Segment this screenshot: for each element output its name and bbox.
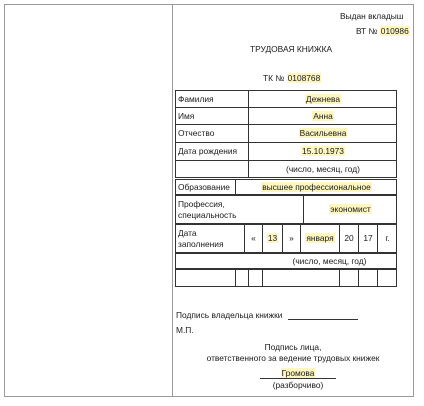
- patronymic-label: Отчество: [178, 128, 215, 138]
- birth-date-value: 15.10.1973: [302, 146, 344, 156]
- fill-date-hint: (число, месяц, год): [292, 256, 367, 266]
- birth-date-hint: (число, месяц, год): [286, 164, 360, 174]
- surname-value: Дежнева: [305, 94, 341, 104]
- fill-date-century: 20: [344, 233, 354, 243]
- page-divider: [172, 4, 173, 397]
- education-label: Образование: [178, 182, 230, 192]
- surname-label: Фамилия: [178, 94, 214, 104]
- fill-date-label-1: Дата: [178, 228, 197, 238]
- profession-value: экономист: [330, 204, 371, 214]
- responsible-label-1: Подпись лица,: [264, 342, 322, 352]
- decipher-hint: (разборчиво): [272, 380, 324, 390]
- book-number-value: 0108768: [287, 73, 321, 83]
- responsible-name-line: [260, 378, 336, 379]
- responsible-name: Громова: [281, 368, 315, 378]
- fill-date-day: 13: [267, 233, 278, 243]
- profession-label-1: Профессия,: [178, 199, 225, 209]
- owner-signature-label: Подпись владельца книжки: [176, 310, 283, 320]
- fill-date-year-suffix: г.: [385, 233, 390, 243]
- fill-date-quote-close: »: [289, 233, 294, 243]
- insert-number-value: 010986: [380, 26, 409, 36]
- owner-signature-line: [288, 319, 358, 320]
- insert-series: ВТ №: [356, 26, 378, 36]
- insert-issued-title: Выдан вкладыш: [340, 11, 404, 21]
- education-value: высшее профессиональное: [262, 182, 371, 192]
- insert-number: [356, 26, 410, 36]
- stamp-label: М.П.: [176, 325, 194, 335]
- profession-label-2: специальность: [178, 210, 237, 220]
- book-title: ТРУДОВАЯ КНИЖКА: [250, 44, 333, 54]
- book-series: ТК №: [263, 73, 285, 83]
- fill-date-label-2: заполнения: [178, 239, 224, 249]
- name-value: Анна: [313, 111, 333, 121]
- blank-grid-row: [175, 269, 397, 287]
- birth-date-label: Дата рождения: [178, 146, 238, 156]
- patronymic-value: Васильевна: [299, 128, 347, 138]
- fill-date-year: 17: [363, 233, 373, 243]
- fill-date-quote-open: «: [251, 233, 256, 243]
- book-number: [263, 73, 321, 83]
- responsible-label-2: ответственного за ведение трудовых книжек: [206, 353, 380, 363]
- name-label: Имя: [178, 111, 195, 121]
- fill-date-month: января: [306, 233, 334, 243]
